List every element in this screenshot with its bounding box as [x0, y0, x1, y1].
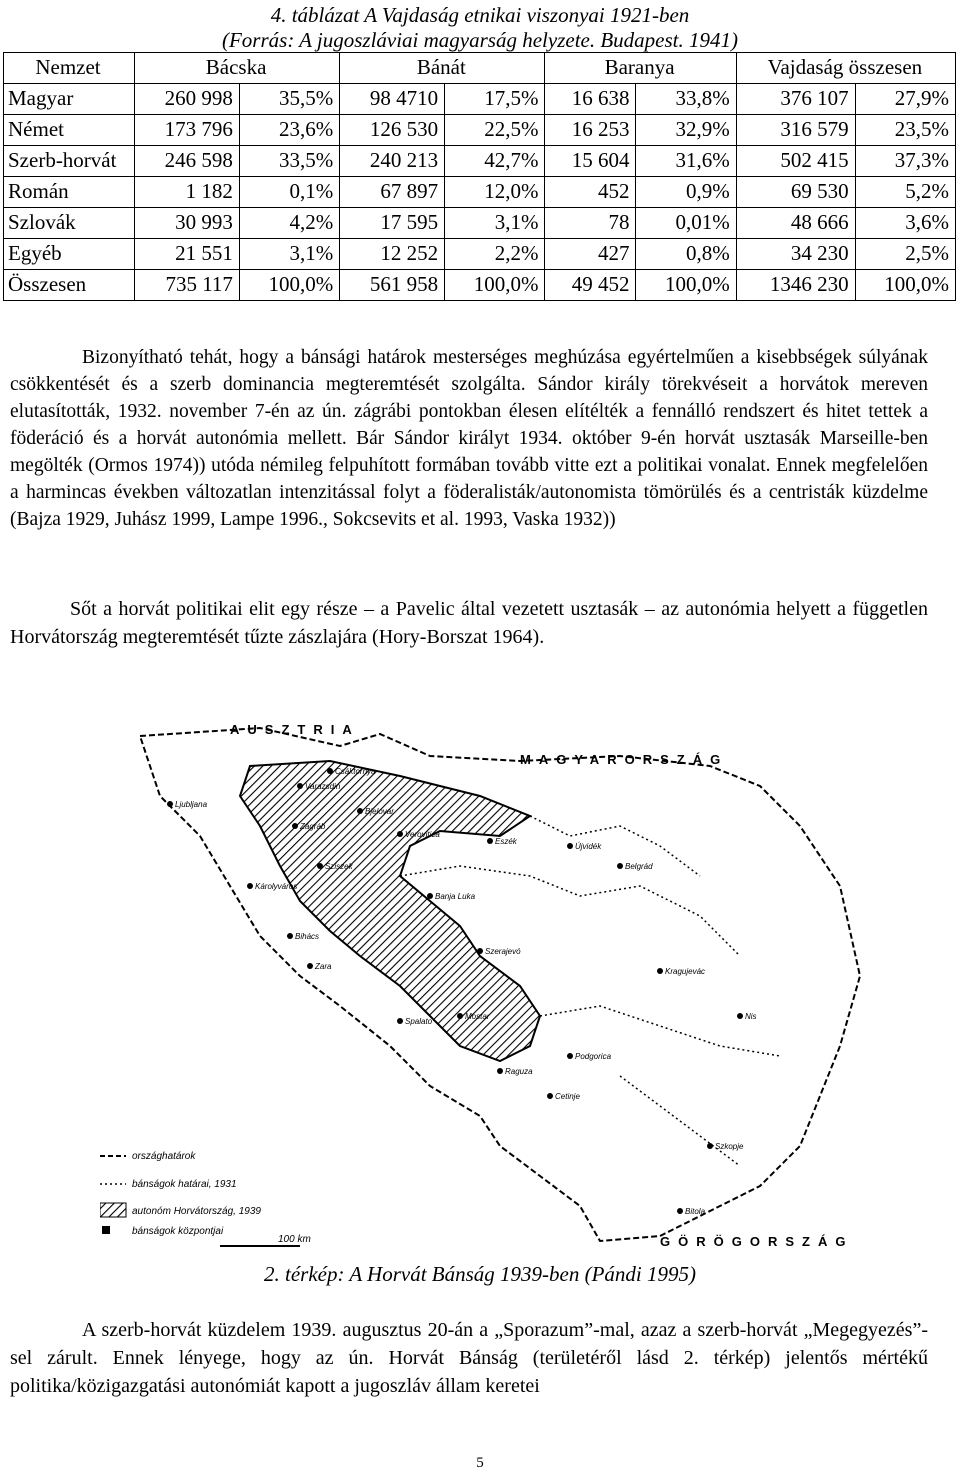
table-cell: 502 415	[736, 146, 855, 177]
city-label: Banja Luka	[435, 892, 476, 901]
table-cell: 37,3%	[855, 146, 955, 177]
table-cell: 316 579	[736, 115, 855, 146]
city-label: Sziszek	[325, 862, 353, 871]
table-cell: 2,5%	[855, 239, 955, 270]
table-cell: 2,2%	[445, 239, 545, 270]
table-cell: 69 530	[736, 177, 855, 208]
header-baranya: Baranya	[545, 53, 736, 84]
city-marker	[327, 768, 333, 774]
table-cell: 100,0%	[239, 270, 339, 301]
table-cell: 42,7%	[445, 146, 545, 177]
table-cell: 67 897	[340, 177, 445, 208]
city-label: Csáktornya	[335, 767, 376, 776]
table-cell: 100,0%	[636, 270, 736, 301]
table-cell: 1 182	[135, 177, 240, 208]
table-cell: 12 252	[340, 239, 445, 270]
legend-item-2: bánságok határai, 1931	[132, 1179, 237, 1190]
row-label: Szlovák	[4, 208, 135, 239]
table-cell: 126 530	[340, 115, 445, 146]
city-label: Raguza	[505, 1067, 533, 1076]
table-cell: 5,2%	[855, 177, 955, 208]
city-marker	[657, 968, 663, 974]
city-label: Bihács	[295, 932, 320, 941]
city-marker	[737, 1013, 743, 1019]
table-cell: 16 638	[545, 84, 636, 115]
table-row	[4, 208, 956, 239]
row-label: Összesen	[4, 270, 135, 301]
table-row	[4, 146, 956, 177]
table-body	[4, 84, 956, 301]
paragraph-2: Sőt a horvát politikai elit egy része – a Pavelic által vezetett usztasák – az autonómia helyett a független Horvátország megteremtését tűzte zászlajára (Hory-Borszat 1964).	[10, 598, 928, 648]
city-marker	[677, 1208, 683, 1214]
table-cell: 173 796	[135, 115, 240, 146]
croatian-banate-map	[100, 716, 870, 1252]
city-label: Spalato	[405, 1017, 433, 1026]
table-cell: 0,8%	[636, 239, 736, 270]
city-marker	[567, 1053, 573, 1059]
city-label: Bitola	[685, 1207, 706, 1216]
city-label: Újvidék	[575, 842, 602, 851]
city-marker	[457, 1013, 463, 1019]
country-label-1: AUSZTRIA	[230, 722, 360, 737]
table-row	[4, 84, 956, 115]
row-label: Román	[4, 177, 135, 208]
city-marker	[707, 1143, 713, 1149]
table-cell: 16 253	[545, 115, 636, 146]
table-cell: 0,01%	[636, 208, 736, 239]
table-cell: 100,0%	[855, 270, 955, 301]
paragraph-1: Bizonyítható tehát, hogy a bánsági határok mesterséges meghúzása egyértelműen a kisebbségek súlyának csökkentését és a szerb dominancia megteremtését szolgálta. Sándor király törekvéseit a horvátok mereven elutasították, 1932. november 7-én az ún. zágrábi pontokban élesen elítélték a fennálló rendszert és hitet tettek a föderáció és a horvát autonómia mellett. Bár Sándor királyt 1934. október 9-én horvát usztasák Marseille-ben megölték (Ormos 1974)) utóda némileg felpuhított formában tovább vitte ezt a politikai vonalat. Ennek megfelelően a harmincas években változatlan intenzitással folyt a föderalisták/autonomista tömörülés és a centristák küzdelme (Bajza 1929, Juhász 1999, Lampe 1996., Sokcsevits et al. 1993, Vaska 1932))	[10, 347, 928, 530]
table-cell: 1346 230	[736, 270, 855, 301]
map-caption: 2. térkép: A Horvát Bánság 1939-ben (Pándi 1995)	[264, 1262, 696, 1286]
city-label: Varazsdin	[305, 782, 341, 791]
map-legend	[100, 1151, 311, 1246]
city-marker	[397, 1018, 403, 1024]
table-row	[4, 177, 956, 208]
table-row	[4, 239, 956, 270]
city-marker	[167, 801, 173, 807]
table-cell: 30 993	[135, 208, 240, 239]
page-number: 5	[476, 1455, 484, 1471]
table-cell: 32,9%	[636, 115, 736, 146]
table-cell: 27,9%	[855, 84, 955, 115]
city-marker	[497, 1068, 503, 1074]
city-marker	[357, 808, 363, 814]
city-marker	[317, 863, 323, 869]
city-label: Verovitica	[405, 830, 440, 839]
city-label: Cetinje	[555, 1092, 580, 1101]
table-header-row	[4, 53, 956, 84]
table-cell: 246 598	[135, 146, 240, 177]
table-cell: 12,0%	[445, 177, 545, 208]
table-cell: 0,1%	[239, 177, 339, 208]
table-cell: 3,6%	[855, 208, 955, 239]
table-cell: 35,5%	[239, 84, 339, 115]
city-label: Zara	[315, 962, 332, 971]
city-marker	[292, 823, 298, 829]
table-cell: 100,0%	[445, 270, 545, 301]
city-label: Kragujevác	[665, 967, 706, 976]
table-cell: 21 551	[135, 239, 240, 270]
table-cell: 49 452	[545, 270, 636, 301]
table-caption-source: (Forrás: A jugoszláviai magyarság helyzete. Budapest. 1941)	[221, 28, 738, 52]
banate-border-2	[530, 816, 700, 876]
country-label-3: GÖRÖGORSZÁG	[660, 1234, 854, 1249]
table-cell: 22,5%	[445, 115, 545, 146]
table-cell: 4,2%	[239, 208, 339, 239]
city-label: Belgrád	[625, 862, 653, 871]
table-cell: 3,1%	[239, 239, 339, 270]
city-label: Szerajevó	[485, 947, 521, 956]
city-label: Károlyváros	[255, 882, 298, 891]
table-cell: 33,5%	[239, 146, 339, 177]
paragraph-3: A szerb-horvát küzdelem 1939. augusztus 20-án a „Sporazum”-mal, azaz a szerb-horvát „Megegyezés”-sel zárult. Ennek lényege, hogy az ún. Horvát Bánság (területéről lásd 2. térkép) jelentős mértékű politika/közigazgatási autonómiát kapott a jugoszláv állam keretei	[10, 1319, 928, 1397]
table-cell: 427	[545, 239, 636, 270]
table-cell: 15 604	[545, 146, 636, 177]
city-marker	[247, 883, 253, 889]
table-row	[4, 270, 956, 301]
table-cell: 23,5%	[855, 115, 955, 146]
table-cell: 17 595	[340, 208, 445, 239]
header-bacska: Bácska	[135, 53, 340, 84]
city-marker	[567, 843, 573, 849]
city-marker	[297, 783, 303, 789]
table-cell: 561 958	[340, 270, 445, 301]
city-marker	[427, 893, 433, 899]
legend-item-1: országhatárok	[132, 1151, 196, 1162]
table-row	[4, 115, 956, 146]
table-cell: 452	[545, 177, 636, 208]
header-banat: Bánát	[340, 53, 545, 84]
table-cell: 240 213	[340, 146, 445, 177]
table-caption-title: 4. táblázat A Vajdaság etnikai viszonyai 1921-ben	[270, 3, 690, 27]
table-cell: 735 117	[135, 270, 240, 301]
legend-item-4: bánságok központjai	[132, 1226, 224, 1237]
country-label-2: MAGYARORSZÁG	[520, 752, 729, 767]
header-vajdasag: Vajdaság összesen	[736, 53, 955, 84]
city-marker	[617, 863, 623, 869]
legend-center-symbol	[102, 1226, 110, 1234]
autonomous-croatia-area	[240, 761, 540, 1061]
table-cell: 17,5%	[445, 84, 545, 115]
table-cell: 34 230	[736, 239, 855, 270]
legend-item-3: autonóm Horvátország, 1939	[132, 1206, 261, 1217]
table-cell: 23,6%	[239, 115, 339, 146]
city-marker	[307, 963, 313, 969]
table-cell: 48 666	[736, 208, 855, 239]
table-cell: 31,6%	[636, 146, 736, 177]
city-marker	[547, 1093, 553, 1099]
city-label: Podgorica	[575, 1052, 612, 1061]
ethnic-table	[3, 52, 956, 301]
table-cell: 260 998	[135, 84, 240, 115]
city-label: Bjelovar	[365, 807, 394, 816]
banate-border-3	[540, 1006, 780, 1056]
row-label: Szerb-horvát	[4, 146, 135, 177]
city-label: Zágráb	[300, 822, 326, 831]
header-nemzet: Nemzet	[4, 53, 135, 84]
row-label: Német	[4, 115, 135, 146]
table-cell: 0,9%	[636, 177, 736, 208]
table-cell: 376 107	[736, 84, 855, 115]
city-marker	[287, 933, 293, 939]
city-label: Eszék	[495, 837, 517, 846]
table-cell: 3,1%	[445, 208, 545, 239]
scale-label: 100 km	[278, 1234, 311, 1245]
city-label: Ljubljana	[175, 800, 208, 809]
table-cell: 78	[545, 208, 636, 239]
row-label: Magyar	[4, 84, 135, 115]
city-label: Szkopje	[715, 1142, 744, 1151]
table-cell: 98 4710	[340, 84, 445, 115]
city-marker	[397, 831, 403, 837]
city-marker	[487, 838, 493, 844]
city-label: Mostar	[465, 1012, 490, 1021]
banate-border-4	[620, 1076, 740, 1166]
city-label: Nis	[745, 1012, 757, 1021]
city-marker	[477, 948, 483, 954]
legend-hatch-symbol	[100, 1203, 126, 1217]
row-label: Egyéb	[4, 239, 135, 270]
table-cell: 33,8%	[636, 84, 736, 115]
